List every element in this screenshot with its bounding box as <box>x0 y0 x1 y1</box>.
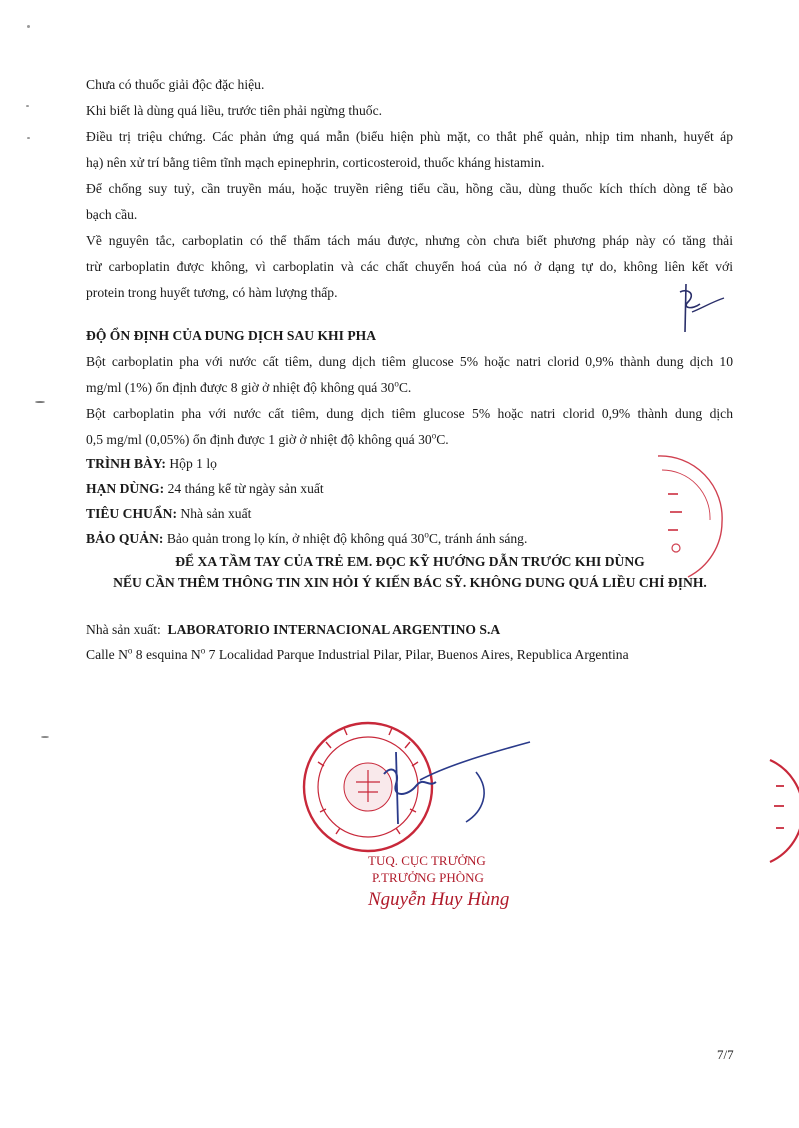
overdose-line-1: Chưa có thuốc giải độc đặc hiệu. <box>86 77 265 92</box>
overdose-line-4: hạ) nên xử trí bằng tiêm tĩnh mạch epinephrin, corticosteroid, thuốc kháng histamin. <box>86 155 545 170</box>
overdose-line-9: protein trong huyết tương, có hàm lượng thấp. <box>86 285 338 300</box>
edge-stamp-fragment <box>758 756 799 866</box>
storage-field: BẢO QUẢN: Bảo quản trong lọ kín, ở nhiệt độ không quá 30$^o$C, tránh ánh sáng. <box>86 529 528 546</box>
overdose-line-8: trừ carboplatin được không, vì carboplatin và các chất chuyển hoá của nó ở dạng tự do, không liên kết với <box>86 259 733 274</box>
partial-stamp-right <box>648 452 728 582</box>
initials-mark <box>666 282 730 334</box>
stability-p1-line-2: mg/ml (1%) ổn định được 8 giờ ở nhiệt độ không quá 30$^o$C. <box>86 378 412 395</box>
expiry-label: HẠN DÙNG: <box>86 481 165 496</box>
presentation-field <box>86 455 217 473</box>
overdose-line-5: Để chống suy tuỷ, cần truyền máu, hoặc truyền riêng tiểu cầu, hồng cầu, dùng thuốc kích thích dòng tế bào <box>86 181 733 196</box>
manufacturer-address: Calle $N^o$ 8 esquina $N^o$ 7 Localidad Parque Industrial Pilar, Pilar, Buenos Aires, Republica Argentina <box>86 645 629 662</box>
standard-label: TIÊU CHUẨN: <box>86 506 178 521</box>
scan-speck <box>27 25 30 28</box>
warning-line-1: ĐỂ XA TẦM TAY CỦA TRẺ EM. ĐỌC KỸ HƯỚNG DẪN TRƯỚC KHI DÙNG <box>175 554 645 569</box>
overdose-line-7: Về nguyên tắc, carboplatin có thể thẩm tách máu được, nhưng còn chưa biết phương pháp này có tăng thải <box>86 233 733 248</box>
signature-block <box>368 852 509 912</box>
scan-speck <box>41 736 49 738</box>
expiry-field <box>86 480 324 498</box>
official-round-stamp <box>296 712 556 862</box>
page-number: 7/7 <box>717 1047 734 1062</box>
storage-value: Bảo quản trong lọ kín, ở nhiệt độ không quá 30 <box>166 531 425 546</box>
stability-heading: ĐỘ ỔN ĐỊNH CỦA DUNG DỊCH SAU KHI PHA <box>86 328 377 343</box>
presentation-label: TRÌNH BÀY: <box>86 456 166 471</box>
stability-p1-line-1: Bột carboplatin pha với nước cất tiêm, dung dịch tiêm glucose 5% hoặc natri clorid 0,9% thành dung dịch 10 <box>86 354 733 369</box>
storage-label: BẢO QUẢN: <box>86 531 164 546</box>
manufacturer-label: Nhà sản xuất: <box>86 622 161 637</box>
signature-title-1: TUQ. CỤC TRƯỞNG <box>368 853 486 868</box>
overdose-line-6: bạch cầu. <box>86 207 138 222</box>
scan-speck <box>27 137 30 139</box>
manufacturer-field <box>86 621 500 639</box>
stability-p2-line-1: Bột carboplatin pha với nước cất tiêm, dung dịch tiêm glucose 5% hoặc natri clorid 0,9% thành dung dịch <box>86 406 733 421</box>
scan-speck <box>35 401 45 403</box>
presentation-value: Hộp 1 lọ <box>169 456 217 471</box>
stability-p2-line-2: 0,5 mg/ml (0,05%) ổn định được 1 giờ ở nhiệt độ không quá 30$^o$C. <box>86 430 449 447</box>
manufacturer-name: LABORATORIO INTERNACIONAL ARGENTINO S.A <box>167 622 501 637</box>
overdose-line-3: Điều trị triệu chứng. Các phản ứng quá mẫn (biểu hiện phù mặt, co thắt phế quản, nhịp tim nhanh, huyết áp <box>86 129 733 144</box>
overdose-line-2: Khi biết là dùng quá liều, trước tiên phải ngừng thuốc. <box>86 103 383 118</box>
warning-line-2: NẾU CẦN THÊM THÔNG TIN XIN HỎI Ý KIẾN BÁC SỸ. KHÔNG DUNG QUÁ LIỀU CHỈ ĐỊNH. <box>113 575 707 590</box>
standard-field <box>86 505 251 523</box>
scan-speck <box>26 105 29 107</box>
signature-name: Nguyễn Huy Hùng <box>368 889 510 910</box>
signature-title-2: P.TRƯỞNG PHÒNG <box>372 870 484 885</box>
standard-value: Nhà sản xuất <box>180 506 252 521</box>
expiry-value: 24 tháng kể từ ngày sản xuất <box>167 481 324 496</box>
